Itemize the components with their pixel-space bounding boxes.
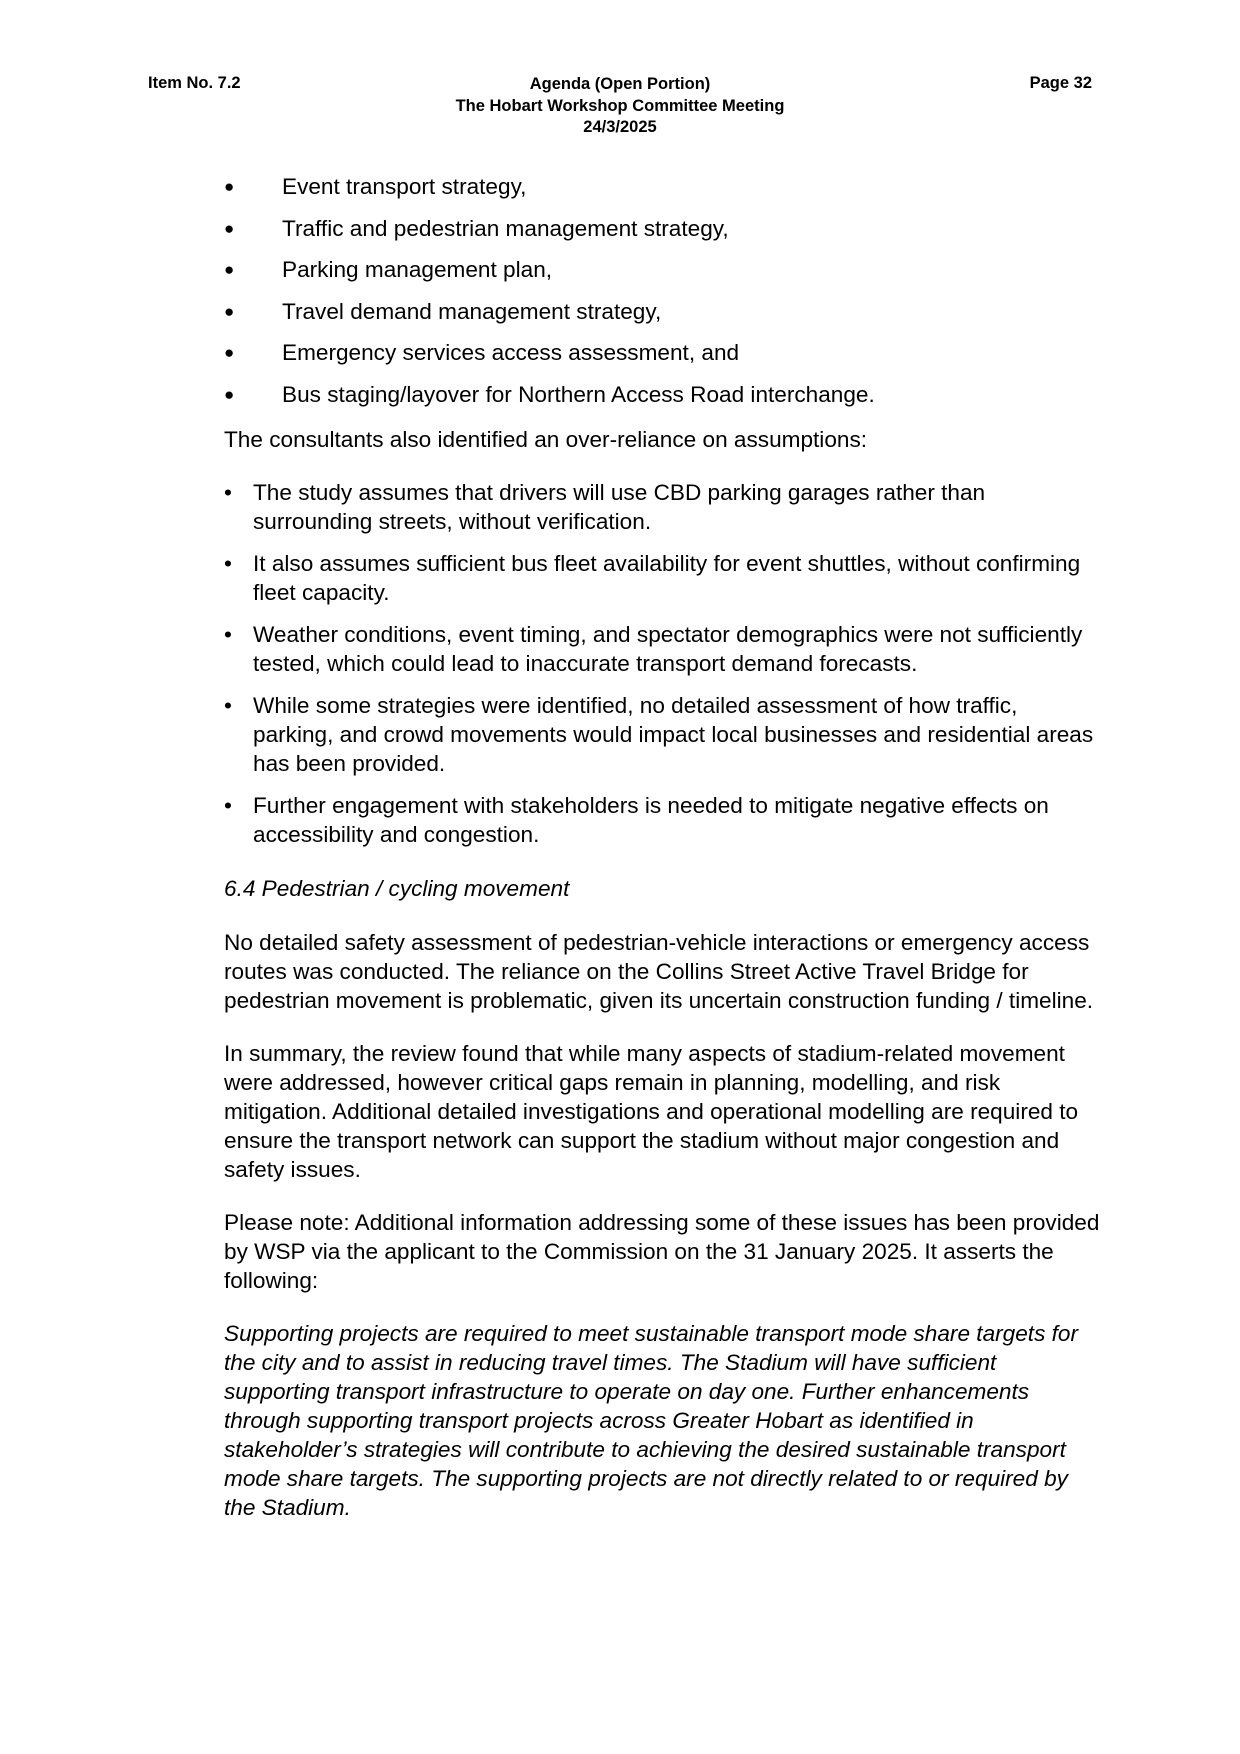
section-heading: 6.4 Pedestrian / cycling movement [224, 875, 570, 901]
list-item: • Further engagement with stakeholders is needed to mitigate negative effects on accessibility and congestion. [224, 792, 1049, 847]
bullet-icon: • [224, 621, 232, 647]
meeting-title: The Hobart Workshop Committee Meeting [455, 96, 785, 115]
page-header [148, 74, 1092, 144]
bullet-icon: ● [224, 260, 235, 279]
bullet-icon: ● [224, 218, 235, 238]
page-body [224, 172, 1104, 1522]
bullet-icon: ● [224, 177, 235, 196]
bullet-icon: ● [224, 384, 235, 404]
strategies-list [224, 172, 1104, 409]
quote-paragraph: Supporting projects are required to meet sustainable transport mode share targets for the city and to assist in reducing travel times. The Stadium will have sufficient supporting transport infrastructure to operate on day one. Further enhancements through supporting transport projects across Greater Hobart as identified in stakeholder’s strategies will contribute to achieving the desired sustainable transport mode share targets. The supporting projects are not directly related to or required by the Stadium. [224, 1320, 1079, 1520]
bullet-icon: • [224, 692, 232, 718]
safety-paragraph: No detailed safety assessment of pedestrian-vehicle interactions or emergency access routes was conducted. The reliance on the Collins Street Active Travel Bridge for pedestrian movement is problematic, given its uncertain construction funding / timeline. [224, 929, 1094, 1013]
list-item: ● Bus staging/layover for Northern Access Road interchange. [224, 381, 875, 407]
list-item: • Weather conditions, event timing, and spectator demographics were not sufficiently tested, which could lead to inaccurate transport demand forecasts. [224, 621, 1083, 676]
list-item: • While some strategies were identified, no detailed assessment of how traffic, parking, and crowd movements would impact local businesses and residential areas has been provided. [224, 692, 1094, 776]
assumptions-intro: The consultants also identified an over-reliance on assumptions: [224, 426, 868, 452]
bullet-icon: ● [224, 301, 235, 321]
list-item: ● Event transport strategy, [224, 174, 527, 199]
list-item: ● Parking management plan, [224, 257, 553, 282]
list-item: ● Emergency services access assessment, and [224, 340, 740, 365]
list-item: • The study assumes that drivers will use CBD parking garages rather than surrounding streets, without verification. [224, 479, 986, 534]
bullet-icon: ● [224, 343, 235, 362]
assumptions-list [224, 478, 1104, 849]
item-number: Item No. 7.2 [148, 74, 241, 92]
list-item: • It also assumes sufficient bus fleet availability for event shuttles, without confirming fleet capacity. [224, 550, 1081, 605]
bullet-icon: • [224, 792, 232, 818]
bullet-icon: • [224, 479, 232, 505]
summary-paragraph: In summary, the review found that while many aspects of stadium-related movement were addressed, however critical gaps remain in planning, modelling, and risk mitigation. Additional detailed investigations and operational modelling are required to ensure the transport network can support the stadium without major congestion and safety issues. [224, 1040, 1079, 1182]
note-paragraph: Please note: Additional information addressing some of these issues has been provided by WSP via the applicant to the Commission on the 31 January 2025. It asserts the following: [224, 1209, 1100, 1293]
list-item: ● Travel demand management strategy, [224, 298, 662, 324]
header-center [148, 74, 1092, 139]
list-item: ● Traffic and pedestrian management strategy, [224, 215, 729, 241]
bullet-icon: • [224, 550, 232, 576]
meeting-date: 24/3/2025 [583, 118, 657, 136]
agenda-title: Agenda (Open Portion) [529, 75, 711, 93]
page-number: Page 32 [1029, 74, 1092, 92]
